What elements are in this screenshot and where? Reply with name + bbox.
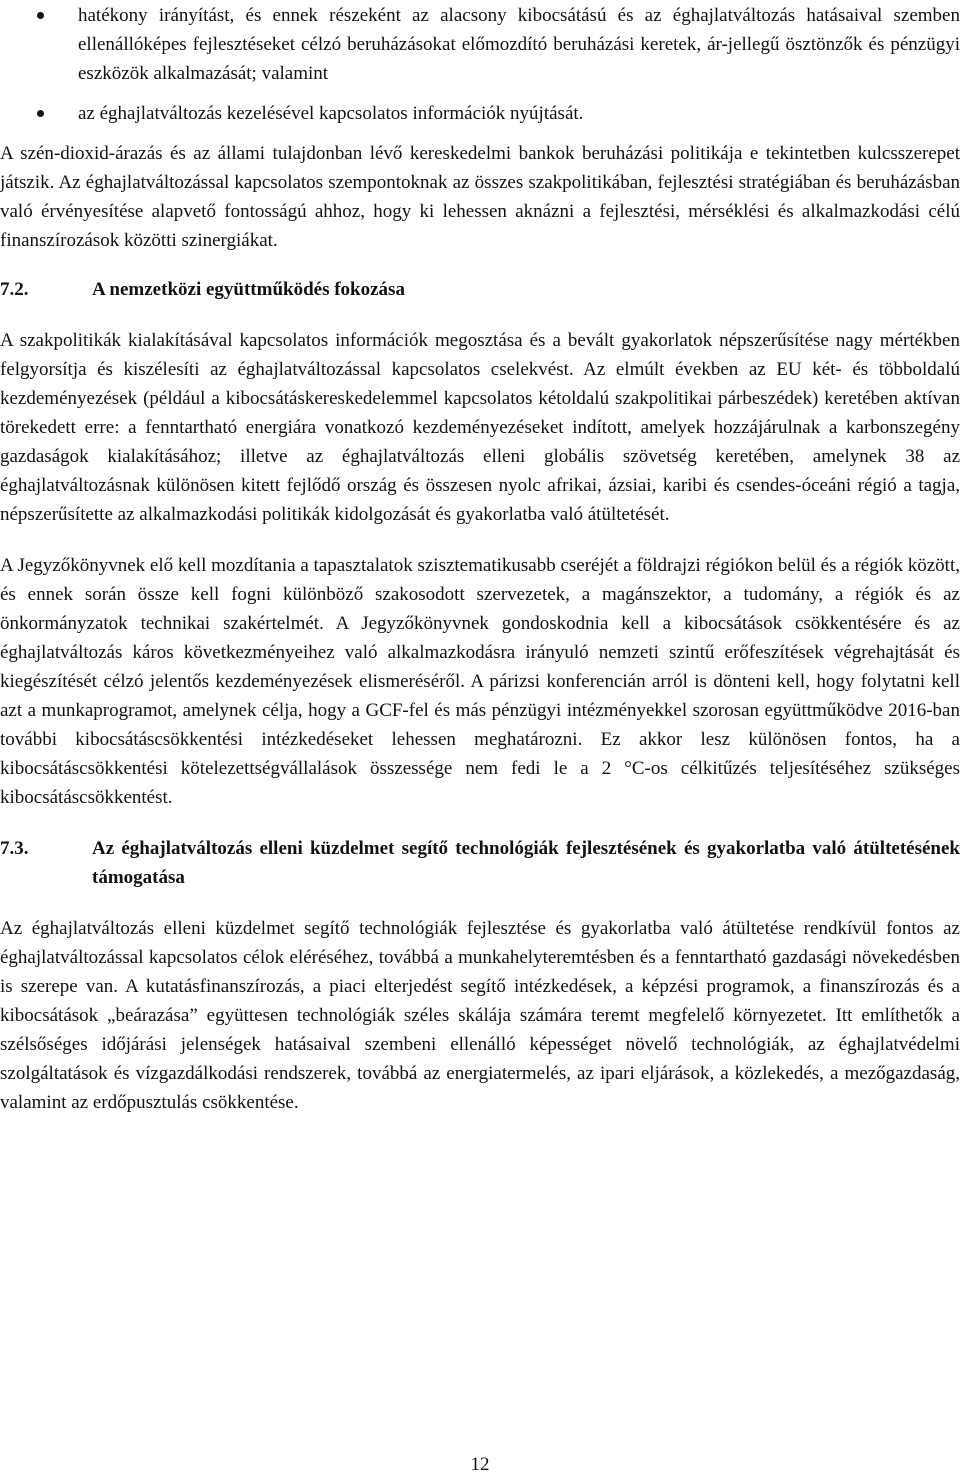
bullet-icon — [37, 12, 44, 19]
list-item — [0, 99, 960, 128]
paragraph: Az éghajlatváltozás elleni küzdelmet segítő technológiák fejlesztése és gyakorlatba való átültetése rendkívül fontos az éghajlatváltozással kapcsolatos célok eléréséhez, továbbá a munkahelyteremtésben és a fenntartható gazdasági növekedésben is szerepe van. A kutatásfinanszírozás, a piaci elterjedést segítő intézkedések, a képzési programok, a finanszírozás és a kibocsátások „beárazása” együttesen technológiák széles skálája számára teremt megfelelő környezetet. Itt említhetők a szélsőséges időjárási jelenségek hatásaival szembeni ellenálló képességet növelő technológiák, az éghajlatvédelmi szolgáltatások és vízgazdálkodási rendszerek, továbbá az energiatermelés, az ipari eljárások, a közlekedés, a mezőgazdaság, valamint az erdőpusztulás csökkentése. — [0, 918, 960, 1113]
intro-paragraph: A szén-dioxid-árazás és az állami tulajdonban lévő kereskedelmi bankok beruházási politikája e tekintetben kulcsszerepet játszik. Az éghajlatváltozással kapcsolatos szempontoknak az összes szakpolitikában, fejlesztési stratégiában és beruházásban való érvényesítése alapvető fontosságú ahhoz, hogy ki lehessen aknázni a fejlesztési, mérséklési és alkalmazkodási célú finanszírozások közötti szinergiákat. — [0, 143, 960, 251]
section-heading-7-2 — [0, 275, 960, 304]
bullet-icon — [37, 110, 44, 117]
section-number: 7.3. — [0, 838, 29, 859]
paragraph: A Jegyzőkönyvnek elő kell mozdítania a tapasztalatok szisztematikusabb cseréjét a földrajzi régiókon belül és a régiók között, és ennek során össze kell fogni különböző szakosodott szervezetek, a magánszektor, a tudomány, a régiók és az önkormányzatok technikai szakértelmét. A Jegyzőkönyvnek gondoskodnia kell a kibocsátások csökkentésére és az éghajlatváltozás káros következményeihez való alkalmazkodásra irányuló nemzeti szintű erőfeszítések végrehajtását és kiegészítését célzó jelentős kezdeményezések elismeréséről. A párizsi konferencián arról is dönteni kell, hogy folytatni kell azt a munkaprogramot, amelynek célja, hogy a GCF-fel és más pénzügyi intézményekkel szorosan együttműködve 2016-ban további kibocsátáscsökkentési intézkedéseket lehessen meghatározni. Ez akkor lesz különösen fontos, ha a kibocsátáscsökkentési kötelezettségvállalások összessége nem fedi le a 2 °C-os célkitűzés teljesítéséhez szükséges kibocsátáscsökkentést. — [0, 555, 960, 808]
section-heading-7-3 — [0, 834, 960, 892]
section-number: 7.2. — [0, 279, 29, 300]
section-title: A nemzetközi együttműködés fokozása — [92, 279, 405, 300]
paragraph: A szakpolitikák kialakításával kapcsolatos információk megosztása és a bevált gyakorlatok népszerűsítése nagy mértékben felgyorsítja és kiszélesíti az éghajlatváltozással kapcsolatos cselekvést. Az elmúlt években az EU két- és többoldalú kezdeményezések (például a kibocsátáskereskedelemmel kapcsolatos kétoldalú szakpolitikai párbeszédek) keretében aktívan törekedett erre: a fenntartható energiára vonatkozó kezdeményezéseket indított, amelyek hozzájárulnak a karbonszegény gazdaságok kialakításához; illetve az éghajlatváltozás elleni globális szövetség keretében, amelynek 38 az éghajlatváltozásnak különösen kitett fejlődő ország és összesen nyolc afrikai, ázsiai, karibi és csendes-óceáni régió a tagja, népszerűsítette az alkalmazkodási politikák kidolgozását és gyakorlatba való átültetését. — [0, 330, 960, 525]
bullet-list — [0, 1, 960, 128]
page-content — [0, 1, 960, 1117]
bullet-text: az éghajlatváltozás kezelésével kapcsolatos információk nyújtását. — [78, 103, 584, 124]
list-item — [0, 1, 960, 88]
bullet-text: hatékony irányítást, és ennek részeként az alacsony kibocsátású és az éghajlatváltozás hatásaival szemben ellenállóképes fejlesztéseket célzó beruházásokat előmozdító beruházási keretek, ár-jellegű ösztönzők és pénzügyi eszközök alkalmazását; valamint — [78, 5, 960, 84]
page-number: 12 — [470, 1454, 490, 1475]
section-title: Az éghajlatváltozás elleni küzdelmet segítő technológiák fejlesztésének és gyakorlatba való átültetésének támogatása — [92, 838, 960, 888]
